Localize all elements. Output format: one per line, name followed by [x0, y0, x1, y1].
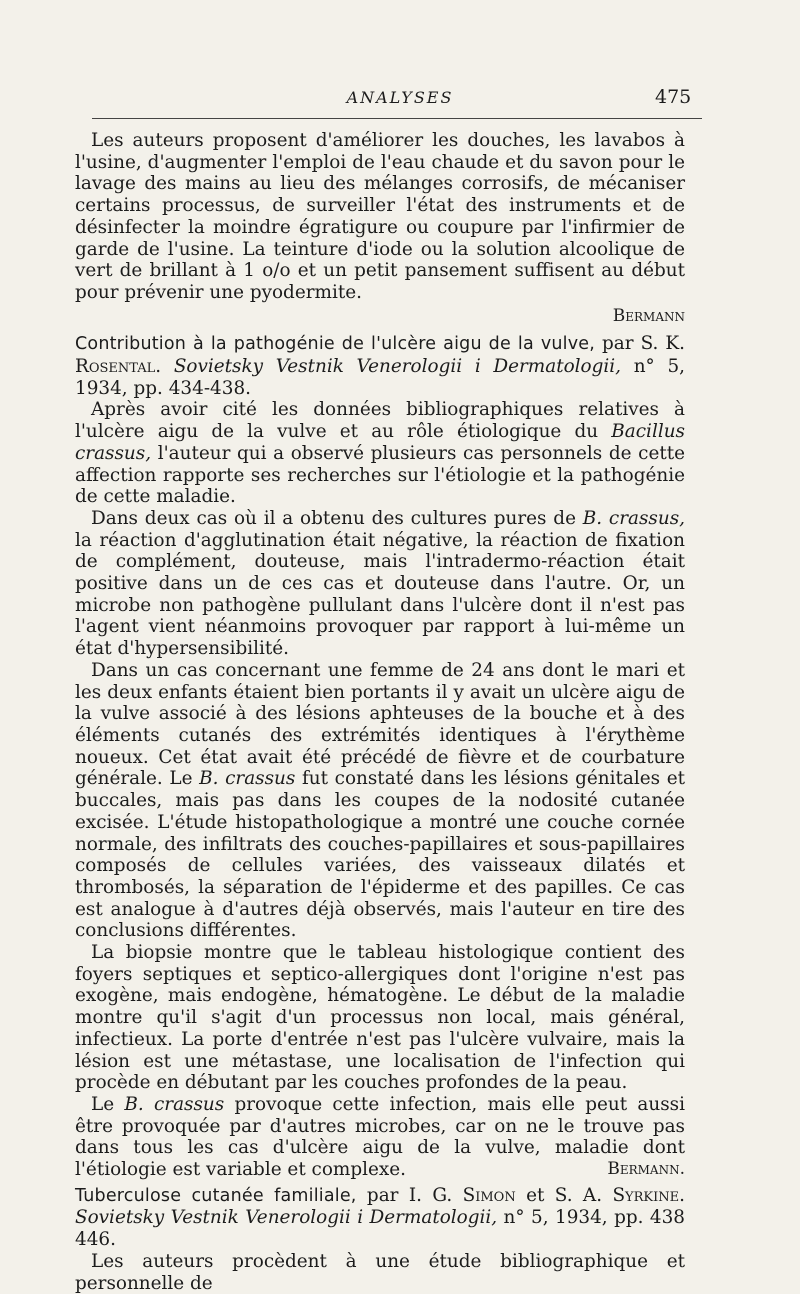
paragraph: Les auteurs procèdent à une étude bibliographique et personnelle de — [75, 1250, 685, 1294]
paragraph — [75, 1094, 685, 1181]
paragraph — [75, 508, 685, 660]
running-header: ANALYSES — [346, 88, 454, 107]
text-run: fut constaté dans les lésions génitales et buccales, mais pas dans les coupes de la nodosité cutanée excisée. L'étude histopathologique a montré une couche cornée normale, des infiltrats des couches-papillaires et sous-papillaires composés de cellules variées, des vaisseaux dilatés et thrombosés, la séparation de l'épiderme et des papilles. Ce cas est analogue à d'autres déjà observés, mais l'auteur en tire des conclusions différentes. — [75, 768, 685, 942]
text-run: l'auteur qui a observé plusieurs cas personnels de cette affection rapporte ses recherches sur l'étiologie et la pathogénie de cette maladie. — [75, 442, 685, 508]
article-title: Tuberculose cutanée familiale, — [75, 1185, 357, 1206]
text-run: provoque cette infection, mais elle peut aussi être provoquée par d'autres microbes, car on ne le trouve pas dans tous les cas d'ulcère aigu de la vulve, maladie dont l'étiologie est variable et complexe. — [75, 1093, 685, 1181]
text-run: la réaction d'agglutination était négative, la réaction de fixation de complément, douteuse, mais l'intradermo-réaction était positive dans un de ces cas et douteuse dans l'autre. Or, un microbe non pathogène pullulant dans l'ulcère dont il n'est pas l'agent vient néanmoins provoquer par rapport à lui-même un état d'hypersensibilité. — [75, 529, 685, 660]
text-run: Le — [91, 1093, 125, 1115]
page-body — [75, 130, 685, 1294]
reference: n° 5, 1934, pp. 438 446. — [75, 1207, 685, 1251]
journal-name: Sovietsky Vestnik Venerologii i Dermatologii, — [173, 356, 622, 378]
italic-term: B. crassus — [124, 1093, 225, 1115]
italic-term: B. crassus, — [582, 507, 685, 529]
page-number: 475 — [655, 86, 692, 108]
author-signature: Bermann — [612, 305, 685, 326]
journal-name: Sovietsky Vestnik Venerologii i Dermatologii, — [75, 1207, 498, 1229]
italic-term: Bacillus crassus, — [75, 421, 685, 464]
italic-term: B. crassus — [199, 768, 296, 790]
article-heading — [75, 1185, 685, 1251]
byline-text: et S. A. — [515, 1184, 613, 1206]
text-run: Dans deux cas où il a obtenu des cultures pures de — [91, 507, 583, 529]
text-run: Dans un cas concernant une femme de 24 ans dont le mari et les deux enfants étaient bien portants il y avait un ulcère aigu de la vulve associé à des lésions aphteuses de la bouche et à des éléments cutanés des extrémités identiques à l'érythème noueux. Cet état avait été précédé de fièvre et de courbature générale. Le — [75, 659, 685, 790]
article-title: Contribution à la pathogénie de l'ulcère aigu de la vulve, — [75, 334, 596, 355]
text-run: Après avoir cité les données bibliographiques relatives à l'ulcère aigu de la vulve et au rôle étiologique du — [75, 399, 685, 443]
author-name: Simon — [462, 1184, 516, 1206]
author-name: Rosental. — [75, 356, 162, 378]
header-rule — [92, 118, 702, 119]
author-signature: Bermann. — [607, 1159, 685, 1180]
byline-text: par S. K. — [595, 333, 685, 355]
byline-text: par I. G. — [356, 1184, 463, 1206]
author-name: Syrkine. — [612, 1184, 685, 1206]
article-heading — [75, 333, 685, 399]
paragraph — [75, 399, 685, 508]
paragraph — [75, 660, 685, 942]
paragraph: La biopsie montre que le tableau histologique contient des foyers septiques et septico-allergiques dont l'origine n'est pas exogène, mais endogène, hématogène. Le début de la maladie montre qu'il s'agit d'un processus non local, mais général, infectieux. La porte d'entrée n'est pas l'ulcère vulvaire, mais la lésion est une métastase, une localisation de l'infection qui procède en débutant par les couches profondes de la peau. — [75, 942, 685, 1094]
reference: n° 5, 1934, pp. 434-438. — [75, 356, 685, 399]
paragraph: Les auteurs proposent d'améliorer les douches, les lavabos à l'usine, d'augmenter l'emploi de l'eau chaude et du savon pour le lavage des mains au lieu des mélanges corrosifs, de mécaniser certains processus, de surveiller l'état des instruments et de désinfecter la moindre égratigure ou coupure par l'infirmier de garde de l'usine. La teinture d'iode ou la solution alcoolique de vert de brillant à 1 o/o et un petit pansement suffisent au début pour prévenir une pyodermite. — [75, 130, 685, 303]
